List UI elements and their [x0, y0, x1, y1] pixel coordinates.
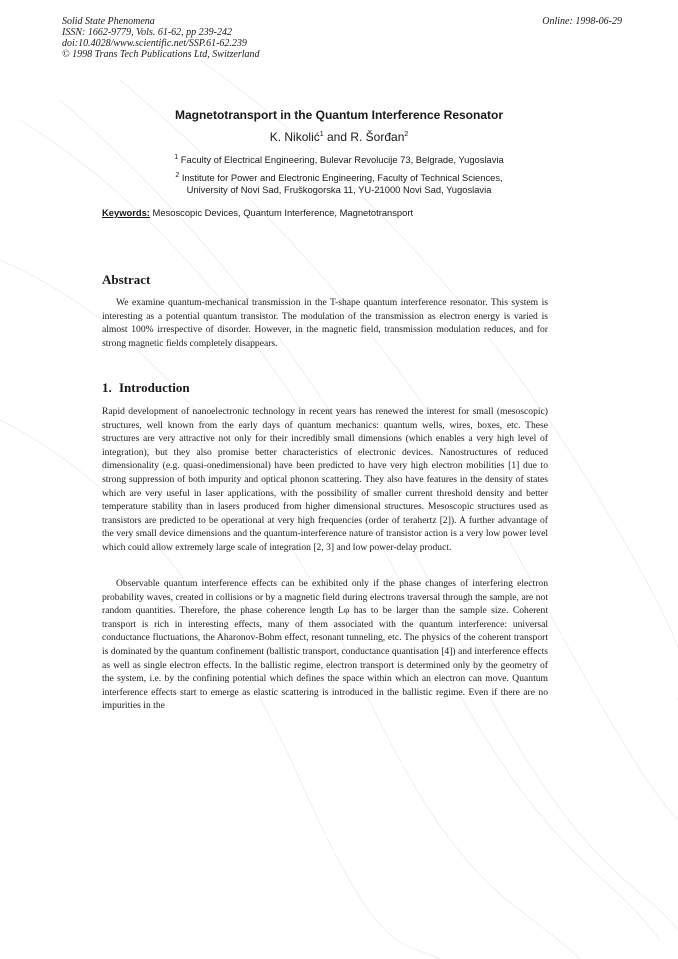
- journal-copyright: © 1998 Trans Tech Publications Ltd, Switzerland: [62, 49, 260, 60]
- keywords-label: Keywords:: [102, 207, 150, 218]
- affiliation-2: [0, 170, 678, 196]
- author-1: K. Nikolić: [269, 130, 320, 144]
- author-1-affiliation-mark: 1: [319, 131, 324, 138]
- introduction-paragraph-1: Rapid development of nanoelectronic technology in recent years has renewed the interest for small (mesoscopic) structures, well known from the early days of quantum mechanics: quantum wells, wires, boxes, etc. These structures are very attractive not only for their incredibly small dimensions (which enables a very high level of integration), but they also promise better characteristics of electronic devices. Nanostructures of reduced dimensionality (e.g. quasi-onedimensional) have been predicted to have very high electron mobilities [1] due to strong suppression of both impurity and optical phonon scattering. They also have features in the density of states which are very useful in laser applications, with the possibility of smaller current threshold density and better temperature stability than in lasers produced from higher dimensional structures. Mesoscopic structures used as transistors are predicted to be operational at very high frequencies (order of terahertz [2]). A further advantage of the very small device dimensions and the quantum-interference nature of transistor action is a very low power level which could allow extremely large scale of integration [2, 3] and low power-delay product.: [102, 406, 548, 553]
- journal-name: Solid State Phenomena: [62, 16, 155, 27]
- journal-doi: doi:10.4028/www.scientific.net/SSP.61-62.239: [62, 38, 247, 49]
- introduction-paragraph-2: Observable quantum interference effects can be exhibited only if the phase changes of interfering electron probability waves, created in collisions or by a magnetic field during electrons traversal through the sample, are not random quantities. Therefore, the phase coherence length Lφ has to be larger than the sample size. Coherent transport is rich in interesting effects, many of them associated with the quantum interference: universal conductance fluctuations, the Aharonov-Bohm effect, resonant tunneling, etc. The physics of the coherent transport is dominated by the quantum confinement (ballistic transport, conductance quantisation [4]) and interference effects as well as single electron effects. In the ballistic regime, electron transport is determined only by the geometry of the system, i.e. by the confining potential which defines the space within which an electron can move. Quantum interference effects start to emerge as elastic scattering is introduced in the ballistic regime. Even if there are no impurities in the: [102, 578, 548, 712]
- introduction-heading: 1. Introduction: [102, 380, 190, 395]
- journal-header: [62, 16, 260, 60]
- affiliation-2-mark: 2: [175, 172, 180, 179]
- affiliation-1-text: Faculty of Electrical Engineering, Bulevar Revolucije 73, Belgrade, Yugoslavia: [178, 154, 504, 166]
- keywords-text: Mesoscopic Devices, Quantum Interference, Magnetotransport: [149, 207, 414, 218]
- affiliation-2-text: Institute for Power and Electronic Engineering, Faculty of Technical Sciences,: [179, 172, 503, 184]
- affiliation-2-text-line2: University of Novi Sad, Fruškogorska 11, YU-21000 Novi Sad, Yugoslavia: [186, 184, 492, 196]
- affiliation-1: [0, 152, 678, 166]
- journal-issn: ISSN: 1662-9779, Vols. 61-62, pp 239-242: [62, 27, 232, 38]
- abstract-heading: Abstract: [102, 272, 151, 287]
- keywords: [102, 207, 413, 218]
- author-line: [0, 130, 678, 144]
- paper-title: Magnetotransport in the Quantum Interference Resonator: [174, 108, 504, 122]
- abstract-text: We examine quantum-mechanical transmission in the T-shape quantum interference resonator. This system is interesting as a potential quantum transistor. The modulation of the transmission as electron energy is varied is almost 100% irrespective of disorder. However, in the magnetic field, transmission modulation reduces, and for strong magnetic fields completely disappears.: [102, 297, 548, 349]
- author-2: R. Šorđan: [350, 130, 405, 144]
- online-date: Online: 1998-06-29: [542, 16, 622, 27]
- author-2-affiliation-mark: 2: [404, 131, 409, 138]
- affiliation-1-mark: 1: [174, 154, 179, 161]
- author-conjunction: and: [323, 130, 351, 144]
